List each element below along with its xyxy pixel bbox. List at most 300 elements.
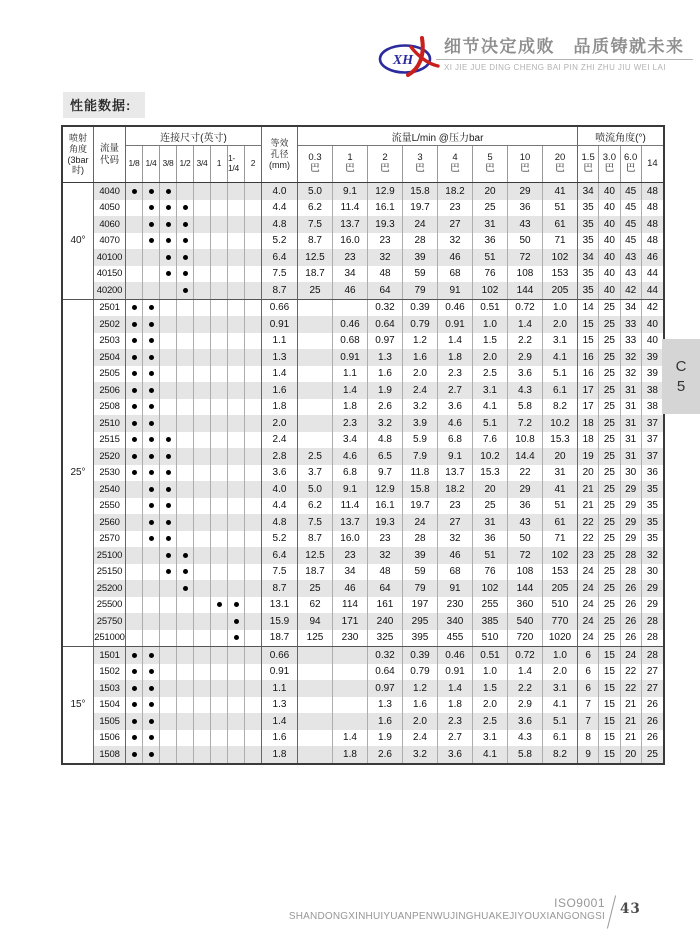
connection-available-dot [183, 205, 188, 210]
column-header-conn-size: 1/2 [177, 146, 194, 182]
spray-angle-cell: 25 [599, 531, 620, 548]
pressure-value: 5 [487, 152, 493, 164]
conn-dot-cell [143, 183, 160, 200]
side-tab-c5 [662, 339, 700, 414]
flow-value-cell: 5.8 [508, 399, 543, 416]
flow-code-cell: 4050 [94, 200, 126, 217]
aperture-cell: 4.8 [262, 514, 298, 531]
spray-angle-cell: 31 [621, 448, 642, 465]
conn-dot-cell [143, 399, 160, 416]
conn-dot-cell [228, 580, 245, 597]
flow-value-cell: 25 [298, 580, 333, 597]
spray-angle-cell: 35 [646, 483, 658, 495]
flow-value-cell: 59 [403, 564, 438, 581]
conn-dot-cell [211, 382, 228, 399]
conn-dot-cell [211, 547, 228, 564]
connection-available-dot [149, 686, 154, 691]
connection-available-dot [132, 719, 137, 724]
spray-angle-cell: 15 [599, 713, 620, 730]
pressure-value: 3 [417, 152, 423, 164]
flow-value-cell: 205 [543, 580, 578, 597]
conn-dot-cell [126, 564, 143, 581]
spray-angle-cell: 30 [621, 465, 642, 482]
conn-dot-cell [245, 498, 262, 515]
aperture-cell: 8.7 [262, 580, 298, 597]
flow-code-cell: 2502 [94, 316, 126, 333]
spray-angle-cell: 25 [599, 498, 620, 515]
conn-dot-cell [177, 282, 194, 299]
pressure-unit: 巴 [415, 163, 425, 174]
conn-dot-cell [143, 481, 160, 498]
flow-value-cell: 12.5 [298, 547, 333, 564]
conn-dot-cell [245, 730, 262, 747]
flow-value-cell: 28 [403, 531, 438, 548]
conn-dot-cell [143, 366, 160, 383]
flow-value-cell [298, 300, 333, 317]
conn-dot-cell [143, 382, 160, 399]
flow-value-cell: 8.2 [543, 399, 578, 416]
spray-angle-cell: 29 [621, 498, 642, 515]
conn-dot-cell [177, 713, 194, 730]
aperture-cell: 2.8 [262, 448, 298, 465]
spray-angle-cell: 31 [621, 415, 642, 432]
flow-value-cell: 395 [403, 630, 438, 647]
flow-value-cell: 2.3 [333, 415, 368, 432]
conn-dot-cell [228, 465, 245, 482]
flow-value-cell: 46 [438, 249, 473, 266]
connection-available-dot [149, 371, 154, 376]
conn-dot-cell [160, 200, 177, 217]
flow-value-cell: 27 [438, 216, 473, 233]
flow-value-cell: 2.5 [473, 366, 508, 383]
flow-value-cell: 41 [543, 481, 578, 498]
connection-available-dot [149, 719, 154, 724]
spray-angle-cell: 29 [621, 481, 642, 498]
column-header-aperture-mm [262, 127, 298, 182]
spray-angle-cell: 40 [599, 183, 620, 200]
conn-dot-cell [177, 200, 194, 217]
pressure-unit: 巴 [555, 163, 565, 174]
flow-value-cell: 2.6 [368, 399, 403, 416]
flow-value-cell: 0.32 [368, 647, 403, 664]
connection-available-dot [149, 470, 154, 475]
flow-value-cell: 79 [403, 282, 438, 299]
column-header-pressure-bar [438, 146, 473, 182]
conn-dot-cell [177, 183, 194, 200]
conn-dot-cell [160, 697, 177, 714]
flow-value-cell: 79 [403, 580, 438, 597]
conn-dot-cell [177, 580, 194, 597]
conn-dot-cell [211, 664, 228, 681]
conn-dot-cell [211, 531, 228, 548]
conn-dot-cell [143, 266, 160, 283]
flow-value-cell: 3.6 [438, 746, 473, 763]
connection-available-dot [149, 189, 154, 194]
flow-value-cell [298, 333, 333, 350]
table-row [94, 746, 663, 763]
flow-value-cell: 2.4 [403, 730, 438, 747]
conn-dot-cell [194, 349, 211, 366]
spray-angle-cell: 34 [578, 249, 599, 266]
conn-dot-cell [160, 249, 177, 266]
flow-value-cell: 3.1 [543, 333, 578, 350]
conn-dot-cell [160, 282, 177, 299]
table-row [94, 647, 663, 664]
spray-angle-cell: 40 [599, 200, 620, 217]
spray-angle-cell: 33 [621, 333, 642, 350]
flow-value-cell: 36 [508, 498, 543, 515]
flow-value-cell: 46 [333, 580, 368, 597]
flow-value-cell: 13.7 [438, 465, 473, 482]
conn-dot-cell [245, 333, 262, 350]
conn-dot-cell [126, 282, 143, 299]
angle-group-rows [94, 183, 663, 299]
conn-dot-cell [143, 630, 160, 647]
table-row [94, 564, 663, 581]
conn-dot-cell [143, 465, 160, 482]
flow-value-cell: 46 [333, 282, 368, 299]
conn-dot-cell [177, 630, 194, 647]
pressure-value: 1 [347, 152, 353, 164]
flow-value-cell: 1.0 [473, 664, 508, 681]
flow-value-cell: 24 [403, 514, 438, 531]
conn-dot-cell [211, 233, 228, 250]
flow-value-cell: 240 [368, 613, 403, 630]
header-text-line: 孔径 [270, 149, 289, 160]
spray-angle-cell: 21 [578, 481, 599, 498]
spray-angle-cell: 42 [621, 282, 642, 299]
flow-code-cell: 1506 [94, 730, 126, 747]
brand-slogan: 细节决定成败 品质铸就未来 [444, 37, 685, 56]
conn-dot-cell [211, 746, 228, 763]
spray-angle-cell: 24 [578, 564, 599, 581]
connection-available-dot [166, 503, 171, 508]
conn-dot-cell [194, 531, 211, 548]
flow-value-cell: 76 [473, 266, 508, 283]
conn-dot-cell [177, 316, 194, 333]
flow-value-cell: 0.97 [368, 680, 403, 697]
spray-angle-cell: 25 [599, 415, 620, 432]
conn-dot-cell [194, 580, 211, 597]
spray-angle-cell: 40 [646, 335, 658, 347]
flow-value-cell: 64 [368, 580, 403, 597]
flow-value-cell: 13.7 [333, 216, 368, 233]
flow-value-cell: 1.8 [438, 349, 473, 366]
spray-angle-cell: 8 [578, 730, 599, 747]
flow-value-cell [298, 382, 333, 399]
flow-value-cell: 1.4 [508, 664, 543, 681]
flow-code-cell: 2503 [94, 333, 126, 350]
spray-angle-cell: 27 [646, 682, 658, 694]
flow-value-cell: 3.4 [333, 432, 368, 449]
aperture-cell: 6.4 [262, 547, 298, 564]
conn-dot-cell [211, 613, 228, 630]
spray-angle-cell: 26 [621, 630, 642, 647]
flow-value-cell: 50 [508, 531, 543, 548]
aperture-cell: 0.91 [262, 316, 298, 333]
conn-dot-cell [126, 531, 143, 548]
spray-angle-cell: 27 [646, 666, 658, 678]
connection-available-dot [149, 421, 154, 426]
conn-dot-cell [126, 349, 143, 366]
flow-value-cell: 68 [438, 564, 473, 581]
conn-dot-cell [143, 647, 160, 664]
table-row [94, 266, 663, 283]
pressure-value: 2 [382, 152, 388, 164]
spray-angle-cell: 6 [578, 680, 599, 697]
conn-dot-cell [126, 647, 143, 664]
spray-angle-cell: 15 [599, 730, 620, 747]
conn-dot-cell [126, 200, 143, 217]
conn-dot-cell [211, 564, 228, 581]
aperture-cell: 4.4 [262, 200, 298, 217]
spray-angle-cell: 28 [646, 649, 658, 661]
conn-dot-cell [126, 680, 143, 697]
spray-angle-cell: 25 [599, 300, 620, 317]
pressure-unit: 巴 [345, 163, 355, 174]
aperture-cell: 4.0 [262, 481, 298, 498]
flow-value-cell: 3.1 [473, 730, 508, 747]
conn-dot-cell [160, 580, 177, 597]
flow-value-cell: 4.1 [543, 697, 578, 714]
conn-dot-cell [211, 432, 228, 449]
connection-available-dot [234, 635, 239, 640]
flow-code-cell: 1501 [94, 647, 126, 664]
conn-dot-cell [245, 432, 262, 449]
flow-value-cell: 51 [543, 498, 578, 515]
conn-dot-cell [177, 664, 194, 681]
flow-rate-subheaders [298, 146, 578, 182]
conn-dot-cell [160, 597, 177, 614]
flow-value-cell: 71 [543, 233, 578, 250]
table-row [94, 498, 663, 515]
conn-dot-cell [160, 746, 177, 763]
header-text-line: 喷射 [68, 132, 87, 143]
flow-code-cell: 25500 [94, 597, 126, 614]
aperture-cell: 1.8 [262, 746, 298, 763]
flow-value-cell: 102 [473, 580, 508, 597]
connection-available-dot [149, 205, 154, 210]
flow-value-cell: 1.3 [368, 349, 403, 366]
flow-value-cell: 6.8 [333, 465, 368, 482]
spray-angle-cell: 25 [599, 333, 620, 350]
spray-angle-cell: 31 [621, 399, 642, 416]
flow-value-cell: 0.39 [403, 300, 438, 317]
flow-code-cell: 40150 [94, 266, 126, 283]
spray-angle-cell: 19 [578, 448, 599, 465]
conn-dot-cell [143, 531, 160, 548]
spray-angle-cell: 25 [599, 514, 620, 531]
conn-dot-cell [211, 282, 228, 299]
conn-dot-cell [126, 697, 143, 714]
column-header-pressure-bar [403, 146, 438, 182]
aperture-cell: 8.7 [262, 282, 298, 299]
conn-dot-cell [245, 200, 262, 217]
conn-dot-cell [245, 399, 262, 416]
flow-value-cell: 39 [403, 547, 438, 564]
flow-value-cell: 1.0 [473, 316, 508, 333]
brand-header [378, 26, 696, 82]
conn-dot-cell [228, 481, 245, 498]
conn-dot-cell [194, 697, 211, 714]
side-tab-letter: C [675, 358, 687, 375]
spray-angle-cell: 48 [646, 202, 658, 214]
flow-rate-group-title: 流量L/min @压力bar [298, 127, 578, 146]
spray-angle-cell: 7 [578, 713, 599, 730]
flow-value-cell: 8.2 [543, 746, 578, 763]
flow-value-cell: 59 [403, 266, 438, 283]
flow-value-cell: 1.4 [438, 680, 473, 697]
column-header-pressure-bar [298, 146, 333, 182]
flow-value-cell: 12.9 [368, 481, 403, 498]
aperture-cell: 5.2 [262, 233, 298, 250]
flow-value-cell: 11.4 [333, 498, 368, 515]
flow-value-cell: 15.8 [403, 481, 438, 498]
flow-value-cell: 19.7 [403, 200, 438, 217]
flow-value-cell: 455 [438, 630, 473, 647]
conn-dot-cell [228, 531, 245, 548]
conn-dot-cell [177, 448, 194, 465]
flow-value-cell [298, 349, 333, 366]
conn-dot-cell [211, 630, 228, 647]
aperture-cell: 1.8 [262, 399, 298, 416]
column-header-conn-size: 1 [211, 146, 228, 182]
flow-value-cell: 0.91 [438, 316, 473, 333]
flow-value-cell: 48 [368, 564, 403, 581]
flow-value-cell: 61 [543, 514, 578, 531]
table-row [94, 481, 663, 498]
flow-value-cell: 1.4 [333, 382, 368, 399]
conn-dot-cell [177, 300, 194, 317]
flow-value-cell: 770 [543, 613, 578, 630]
flow-value-cell: 72 [508, 249, 543, 266]
connection-available-dot [149, 520, 154, 525]
conn-dot-cell [143, 664, 160, 681]
flow-code-cell: 4040 [94, 183, 126, 200]
connection-available-dot [183, 255, 188, 260]
conn-dot-cell [143, 282, 160, 299]
flow-value-cell: 94 [298, 613, 333, 630]
flow-value-cell: 0.39 [403, 647, 438, 664]
conn-dot-cell [126, 580, 143, 597]
flow-value-cell: 11.8 [403, 465, 438, 482]
conn-dot-cell [228, 366, 245, 383]
conn-dot-cell [245, 300, 262, 317]
flow-value-cell [298, 746, 333, 763]
conn-dot-cell [245, 580, 262, 597]
flow-value-cell: 0.51 [473, 647, 508, 664]
conn-dot-cell [194, 282, 211, 299]
conn-dot-cell [126, 382, 143, 399]
conn-dot-cell [211, 333, 228, 350]
flow-value-cell: 7.9 [403, 448, 438, 465]
connection-available-dot [132, 322, 137, 327]
conn-dot-cell [160, 730, 177, 747]
flow-value-cell: 0.72 [508, 300, 543, 317]
connection-available-dot [132, 702, 137, 707]
spray-angle-cell: 35 [578, 216, 599, 233]
spray-angle-cell: 45 [621, 216, 642, 233]
flow-value-cell: 108 [508, 266, 543, 283]
spray-angle-cell: 20 [621, 746, 642, 763]
table-row [94, 597, 663, 614]
conn-dot-cell [245, 514, 262, 531]
connection-available-dot [132, 653, 137, 658]
table-row [94, 630, 663, 647]
flow-value-cell: 46 [438, 547, 473, 564]
conn-dot-cell [160, 448, 177, 465]
conn-dot-cell [177, 266, 194, 283]
flow-code-cell: 2550 [94, 498, 126, 515]
spray-angle-cell: 18 [578, 415, 599, 432]
connection-available-dot [183, 271, 188, 276]
conn-dot-cell [245, 647, 262, 664]
flow-value-cell: 1.4 [508, 316, 543, 333]
conn-dot-cell [177, 697, 194, 714]
spray-angle-cell: 22 [621, 664, 642, 681]
conn-dot-cell [211, 399, 228, 416]
flow-value-cell [298, 415, 333, 432]
conn-dot-cell [126, 664, 143, 681]
spray-angle-cell: 48 [646, 235, 658, 247]
connection-available-dot [132, 305, 137, 310]
conn-dot-cell [228, 547, 245, 564]
flow-value-cell: 18.7 [298, 266, 333, 283]
table-row [94, 282, 663, 299]
spray-angle-cell: 24 [621, 647, 642, 664]
flow-value-cell: 3.6 [438, 399, 473, 416]
flow-value-cell: 197 [403, 597, 438, 614]
flow-value-cell: 19.7 [403, 498, 438, 515]
connection-available-dot [183, 222, 188, 227]
spray-angle-cell: 40 [646, 318, 658, 330]
conn-dot-cell [194, 266, 211, 283]
connection-available-dot [149, 503, 154, 508]
connection-available-dot [183, 569, 188, 574]
flow-value-cell: 71 [543, 531, 578, 548]
flow-value-cell: 36 [508, 200, 543, 217]
flow-value-cell: 510 [543, 597, 578, 614]
conn-dot-cell [143, 349, 160, 366]
spray-angle-cell: 28 [621, 564, 642, 581]
spray-angle-cell: 40 [599, 282, 620, 299]
connection-available-dot [149, 653, 154, 658]
conn-dot-cell [211, 597, 228, 614]
conn-dot-cell [211, 514, 228, 531]
table-row [94, 680, 663, 697]
flow-value-cell: 1.8 [333, 399, 368, 416]
flow-value-cell: 0.72 [508, 647, 543, 664]
conn-dot-cell [194, 630, 211, 647]
connection-available-dot [132, 686, 137, 691]
flow-code-cell: 40100 [94, 249, 126, 266]
aperture-cell: 1.6 [262, 730, 298, 747]
conn-dot-cell [160, 647, 177, 664]
conn-dot-cell [245, 531, 262, 548]
conn-dot-cell [143, 233, 160, 250]
flow-code-cell: 251000 [94, 630, 126, 647]
flow-value-cell [298, 316, 333, 333]
connection-available-dot [132, 371, 137, 376]
flow-value-cell: 2.5 [473, 713, 508, 730]
connection-available-dot [149, 669, 154, 674]
conn-dot-cell [177, 349, 194, 366]
connection-available-dot [149, 702, 154, 707]
table-row [94, 514, 663, 531]
flow-value-cell: 3.6 [508, 366, 543, 383]
flow-value-cell [298, 432, 333, 449]
spray-angle-cell: 46 [646, 251, 658, 263]
